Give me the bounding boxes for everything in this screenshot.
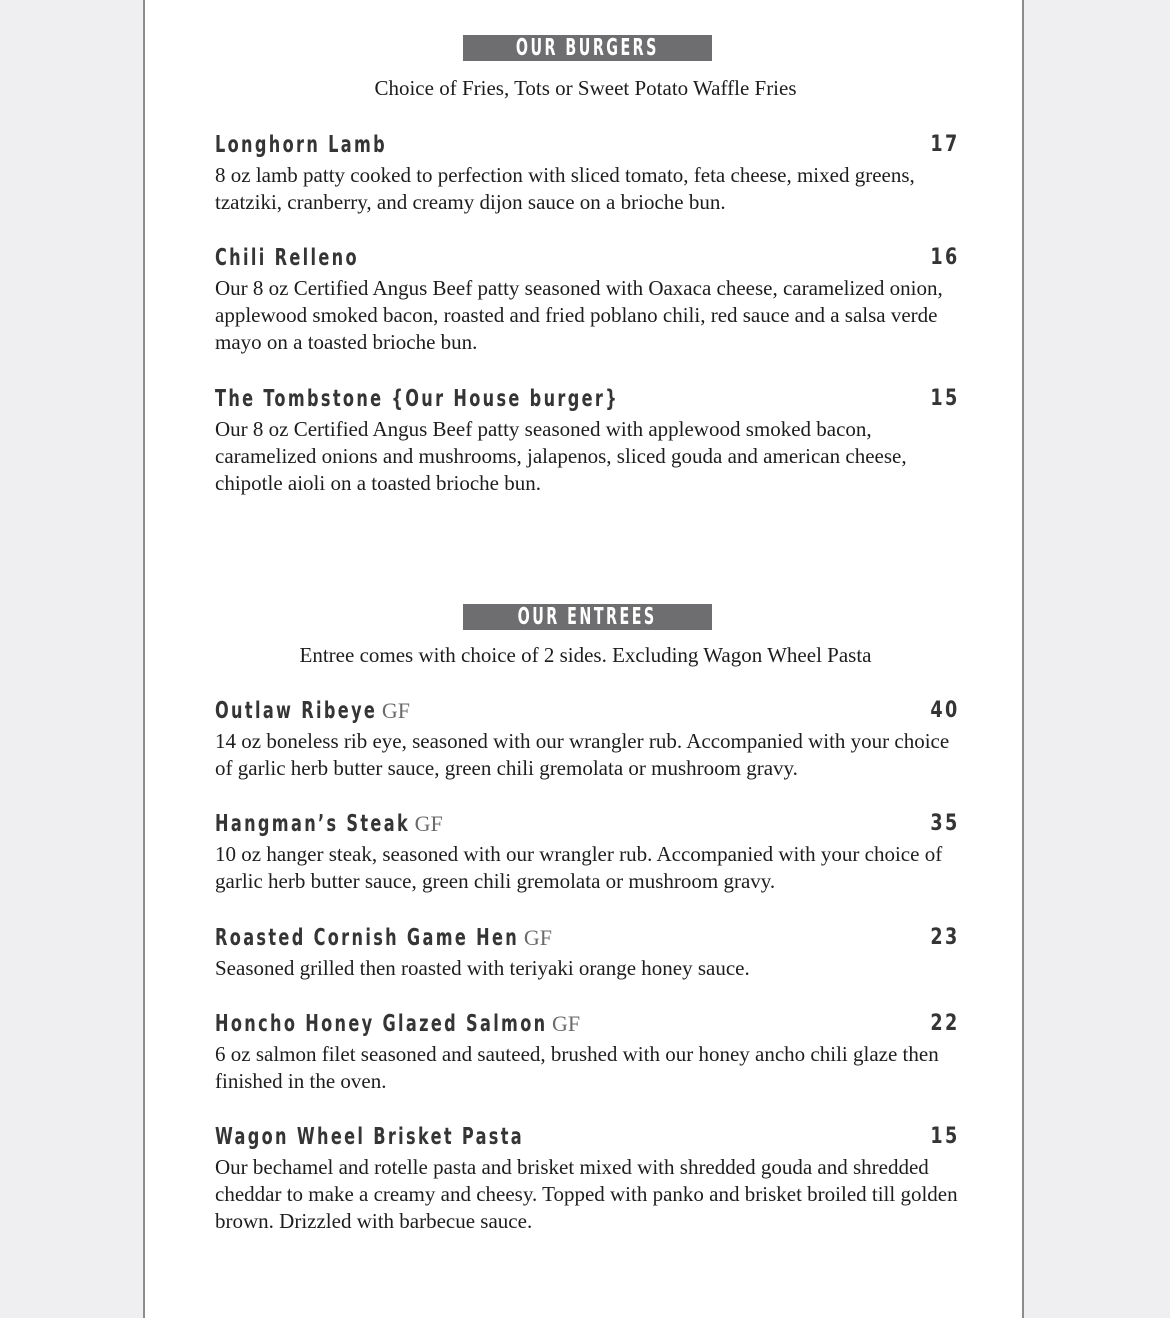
menu-item-price: 16 bbox=[930, 245, 960, 270]
menu-item-price: 35 bbox=[930, 811, 960, 836]
menu-item bbox=[215, 925, 960, 982]
menu-item-price: 15 bbox=[930, 1124, 960, 1149]
menu-item-name: Longhorn Lamb bbox=[215, 132, 388, 158]
gluten-free-tag: GF bbox=[523, 925, 552, 950]
gluten-free-tag: GF bbox=[552, 1011, 581, 1036]
menu-item bbox=[215, 132, 960, 216]
burgers-section-heading: OUR BURGERS bbox=[463, 35, 712, 61]
gluten-free-tag: GF bbox=[414, 811, 443, 836]
menu-item bbox=[215, 1011, 960, 1095]
menu-item bbox=[215, 811, 960, 895]
menu-page bbox=[143, 0, 1024, 1318]
burgers-section-subtitle: Choice of Fries, Tots or Sweet Potato Waffle Fries bbox=[374, 76, 797, 100]
menu-item-name: Wagon Wheel Brisket Pasta bbox=[215, 1124, 525, 1150]
menu-item-price: 22 bbox=[930, 1011, 960, 1036]
menu-item-description: Seasoned grilled then roasted with teriyaki orange honey sauce. bbox=[215, 956, 750, 980]
menu-item-name: Chili Relleno bbox=[215, 245, 359, 271]
entrees-section-heading: OUR ENTREES bbox=[463, 604, 712, 630]
menu-item-description: Our bechamel and rotelle pasta and brisket mixed with shredded gouda and shredded cheddar to make a creamy and cheesy. Topped with panko and brisket broiled till golden brown. Drizzled with barbecue sauce. bbox=[215, 1155, 958, 1233]
menu-item-description: 10 oz hanger steak, seasoned with our wrangler rub. Accompanied with your choice of garlic herb butter sauce, green chili gremolata or mushroom gravy. bbox=[215, 842, 943, 893]
menu-item-price: 17 bbox=[930, 132, 960, 157]
menu-item-name: Outlaw Ribeye GF bbox=[215, 698, 410, 724]
menu-item bbox=[215, 1124, 960, 1235]
menu-item-price: 15 bbox=[930, 386, 960, 411]
menu-item-description: 6 oz salmon filet seasoned and sauteed, brushed with our honey ancho chili glaze then finished in the oven. bbox=[215, 1042, 939, 1093]
entrees-section-subtitle: Entree comes with choice of 2 sides. Excluding Wagon Wheel Pasta bbox=[299, 643, 872, 667]
menu-item-name: Honcho Honey Glazed Salmon GF bbox=[215, 1011, 581, 1037]
menu-item-description: 8 oz lamb patty cooked to perfection with sliced tomato, feta cheese, mixed greens, tzatziki, cranberry, and creamy dijon sauce on a brioche bun. bbox=[215, 163, 915, 214]
menu-item-name: The Tombstone {Our House burger} bbox=[215, 386, 620, 412]
menu-item bbox=[215, 245, 960, 356]
menu-item bbox=[215, 698, 960, 782]
menu-item-description: Our 8 oz Certified Angus Beef patty seasoned with applewood smoked bacon, caramelized onions and mushrooms, jalapenos, sliced gouda and american cheese, chipotle aioli on a toasted brioche bun. bbox=[215, 417, 907, 495]
menu-item-name: Hangman’s Steak GF bbox=[215, 811, 443, 837]
menu-item-description: Our 8 oz Certified Angus Beef patty seasoned with Oaxaca cheese, caramelized onion, applewood smoked bacon, roasted and fried poblano chili, red sauce and a salsa verde mayo on a toasted brioche bun. bbox=[215, 276, 943, 354]
gluten-free-tag: GF bbox=[381, 698, 410, 723]
menu-item-description: 14 oz boneless rib eye, seasoned with our wrangler rub. Accompanied with your choice of garlic herb butter sauce, green chili gremolata or mushroom gravy. bbox=[215, 729, 950, 780]
menu-item-name: Roasted Cornish Game Hen GF bbox=[215, 925, 552, 951]
menu-item-price: 23 bbox=[930, 925, 960, 950]
menu-item bbox=[215, 386, 960, 497]
menu-item-price: 40 bbox=[930, 698, 960, 723]
